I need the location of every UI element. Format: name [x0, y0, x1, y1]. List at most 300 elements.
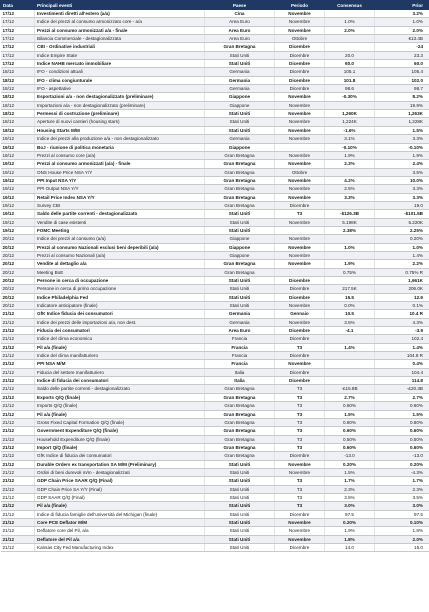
cell-period: Dicembre — [275, 43, 325, 51]
cell-date: 21/12 — [1, 535, 35, 543]
cell-period — [275, 268, 325, 276]
table-row — [1, 377, 429, 385]
cell-prior: 10.4 R — [375, 310, 429, 318]
cell-date: 17/12 — [1, 35, 35, 43]
cell-event: Core PCE Deflator M/M — [35, 518, 205, 526]
cell-period: Novembre — [275, 460, 325, 468]
cell-date: 21/12 — [1, 335, 35, 343]
cell-event: Pil a/a (finale) — [35, 410, 205, 418]
cell-date: 19/12 — [1, 168, 35, 176]
cell-date: 19/12 — [1, 135, 35, 143]
cell-country: Stati Uniti — [205, 485, 275, 493]
cell-country: Giappone — [205, 93, 275, 101]
cell-prior: 12.9 — [375, 293, 429, 301]
cell-date: 21/12 — [1, 435, 35, 443]
cell-date: 21/12 — [1, 468, 35, 476]
cell-country: Stati Uniti — [205, 477, 275, 485]
cell-prior: 0.10% — [375, 518, 429, 526]
cell-country: Stati Uniti — [205, 535, 275, 543]
cell-date: 19/12 — [1, 201, 35, 209]
cell-country: Gran Bretagna — [205, 193, 275, 201]
cell-event: Indice del clima manifatturiero — [35, 352, 205, 360]
cell-consensus: 1.0% — [325, 18, 375, 26]
cell-consensus: 1.7% — [325, 477, 375, 485]
cell-prior: 0.75% R — [375, 268, 429, 276]
cell-consensus — [325, 10, 375, 18]
table-row — [1, 443, 429, 451]
cell-country: Area Euro — [205, 18, 275, 26]
cell-country: Stati Uniti — [205, 110, 275, 118]
cell-date: 18/12 — [1, 118, 35, 126]
table-row — [1, 352, 429, 360]
cell-consensus: 1,260K — [325, 110, 375, 118]
cell-event: GfK Indice di fiducia dei consumatori — [35, 452, 205, 460]
cell-period: Novembre — [275, 302, 325, 310]
cell-country: Italia — [205, 368, 275, 376]
cell-consensus — [325, 235, 375, 243]
cell-prior: 97.5 — [375, 510, 429, 518]
cell-period: Novembre — [275, 193, 325, 201]
cell-date: 17/12 — [1, 26, 35, 34]
cell-date: 19/12 — [1, 160, 35, 168]
cell-consensus: 0.60% — [325, 443, 375, 451]
table-row — [1, 218, 429, 226]
cell-date: 21/12 — [1, 343, 35, 351]
cell-date: 21/12 — [1, 385, 35, 393]
cell-event: Indice dei prezzi delle importazioni a/a, non dest. — [35, 318, 205, 326]
cell-date: 18/12 — [1, 110, 35, 118]
cell-consensus — [325, 277, 375, 285]
table-row — [1, 68, 429, 76]
cell-event: Fiducia del settore manifatturiero — [35, 368, 205, 376]
cell-date: 21/12 — [1, 443, 35, 451]
cell-date: 18/12 — [1, 85, 35, 93]
cell-period: Novembre — [275, 126, 325, 134]
cell-prior: 0.50% — [375, 435, 429, 443]
cell-date: 18/12 — [1, 68, 35, 76]
cell-prior: 206.0K — [375, 285, 429, 293]
cell-consensus: 101.8 — [325, 76, 375, 84]
cell-prior: €13.4B — [375, 35, 429, 43]
table-row — [1, 118, 429, 126]
table-row — [1, 293, 429, 301]
cell-country: Stati Uniti — [205, 60, 275, 68]
cell-consensus: 20.0 — [325, 51, 375, 59]
cell-date: 19/12 — [1, 143, 35, 151]
cell-event: BoJ - riunione di politica monetaria — [35, 143, 205, 151]
table-row — [1, 93, 429, 101]
cell-event: Persone in cerca di occupazione — [35, 277, 205, 285]
cell-period: Dicembre — [275, 60, 325, 68]
cell-period: T3 — [275, 385, 325, 393]
cell-event: Housing Starts M/M — [35, 126, 205, 134]
cell-date: 21/12 — [1, 460, 35, 468]
cell-prior: 8.2% — [375, 93, 429, 101]
cell-date: 21/12 — [1, 377, 35, 385]
table-row — [1, 85, 429, 93]
table-row — [1, 477, 429, 485]
cell-event: Vendite di case esistenti — [35, 218, 205, 226]
cell-period: Ottobre — [275, 168, 325, 176]
cell-consensus: 1.4% — [325, 343, 375, 351]
table-row — [1, 193, 429, 201]
table-body — [1, 10, 429, 552]
cell-date: 21/12 — [1, 527, 35, 535]
cell-consensus: 3.5% — [325, 493, 375, 501]
cell-country: Gran Bretagna — [205, 185, 275, 193]
cell-event: Exports Q/Q (finale) — [35, 393, 205, 401]
cell-event: Prezzi al consumo Nazionali (a/a) — [35, 251, 205, 259]
cell-date: 19/12 — [1, 185, 35, 193]
cell-consensus: 1.0% — [325, 243, 375, 251]
cell-period: Novembre — [275, 318, 325, 326]
cell-period: Dicembre — [275, 335, 325, 343]
cell-country: Stati Uniti — [205, 460, 275, 468]
cell-consensus: 1.5% — [325, 468, 375, 476]
cell-period: Novembre — [275, 360, 325, 368]
cell-period: Novembre — [275, 235, 325, 243]
cell-country: Stati Uniti — [205, 468, 275, 476]
cell-prior: 1.8% — [375, 527, 429, 535]
cell-prior: 4.3% — [375, 318, 429, 326]
cell-country: Stati Uniti — [205, 285, 275, 293]
cell-consensus — [325, 35, 375, 43]
cell-consensus: 5.198K — [325, 218, 375, 226]
cell-country: Germania — [205, 68, 275, 76]
table-row — [1, 460, 429, 468]
cell-country: Giappone — [205, 235, 275, 243]
cell-prior: -13.0 — [375, 452, 429, 460]
cell-event: PPI NSA M/M — [35, 360, 205, 368]
table-row — [1, 43, 429, 51]
cell-consensus: 1.9% — [325, 151, 375, 159]
cell-event: Permessi di costruzione (preliminare) — [35, 110, 205, 118]
cell-consensus: 105.1 — [325, 68, 375, 76]
cell-date: 19/12 — [1, 226, 35, 234]
cell-consensus: 2.3% — [325, 485, 375, 493]
cell-period: T3 — [275, 443, 325, 451]
cell-prior: 0.60% — [375, 402, 429, 410]
cell-country: Gran Bretagna — [205, 268, 275, 276]
cell-prior: 1.5% — [375, 410, 429, 418]
cell-country: Francia — [205, 360, 275, 368]
cell-period: Ottobre — [275, 35, 325, 43]
table-row — [1, 251, 429, 259]
cell-date: 17/12 — [1, 43, 35, 51]
cell-consensus: 2.38% — [325, 226, 375, 234]
cell-date: 21/12 — [1, 518, 35, 526]
cell-date: 20/12 — [1, 277, 35, 285]
cell-event: Saldo delle partite correnti - destagionalizzato — [35, 385, 205, 393]
cell-prior: 0.20% — [375, 460, 429, 468]
cell-country: Gran Bretagna — [205, 410, 275, 418]
cell-event: Vendite al dettaglio a/a — [35, 260, 205, 268]
cell-prior: 0.1% — [375, 302, 429, 310]
cell-country: Giappone — [205, 243, 275, 251]
cell-period: Dicembre — [275, 51, 325, 59]
cell-country: Giappone — [205, 251, 275, 259]
table-row — [1, 226, 429, 234]
table-row — [1, 110, 429, 118]
cell-consensus: 0.50% — [325, 435, 375, 443]
cell-period: Dicembre — [275, 368, 325, 376]
cell-country: Cina — [205, 10, 275, 18]
cell-prior: 10.0% — [375, 176, 429, 184]
cell-prior: -0.10% — [375, 143, 429, 151]
cell-country: Stati Uniti — [205, 218, 275, 226]
cell-country: Gran Bretagna — [205, 418, 275, 426]
cell-event: Indice Philadelphia Fed — [35, 293, 205, 301]
cell-date: 20/12 — [1, 268, 35, 276]
cell-period: Dicembre — [275, 327, 325, 335]
cell-date: 17/12 — [1, 51, 35, 59]
cell-period: Novembre — [275, 185, 325, 193]
cell-event: Saldo delle partite correnti - destagionalizzato — [35, 210, 205, 218]
cell-period: Dicembre — [275, 452, 325, 460]
cell-country: Stati Uniti — [205, 502, 275, 510]
cell-consensus — [325, 368, 375, 376]
cell-period: T3 — [275, 502, 325, 510]
cell-country: Stati Uniti — [205, 510, 275, 518]
cell-consensus: 0.60% — [325, 427, 375, 435]
table-row — [1, 168, 429, 176]
cell-country: Germania — [205, 310, 275, 318]
cell-country: Francia — [205, 352, 275, 360]
cell-consensus: 2.7% — [325, 393, 375, 401]
cell-country: Germania — [205, 318, 275, 326]
cell-consensus — [325, 43, 375, 51]
cell-prior: 104.8 R — [375, 352, 429, 360]
cell-date: 21/12 — [1, 544, 35, 552]
cell-country: Area Euro — [205, 35, 275, 43]
cell-date: 19/12 — [1, 218, 35, 226]
table-row — [1, 176, 429, 184]
cell-period: T3 — [275, 418, 325, 426]
cell-period: Dicembre — [275, 352, 325, 360]
cell-date: 17/12 — [1, 60, 35, 68]
cell-consensus: 15.5 — [325, 293, 375, 301]
cell-prior: 1.0% — [375, 18, 429, 26]
cell-period: T3 — [275, 435, 325, 443]
cell-event: IFO - aspettative — [35, 85, 205, 93]
cell-consensus: 2.3% — [325, 160, 375, 168]
cell-date: 19/12 — [1, 210, 35, 218]
cell-date: 21/12 — [1, 318, 35, 326]
cell-consensus: 1.9% — [325, 527, 375, 535]
cell-consensus: 0.20% — [325, 460, 375, 468]
cell-period: Dicembre — [275, 277, 325, 285]
cell-event: Indice del clima economico — [35, 335, 205, 343]
cell-prior: 1.9% — [375, 151, 429, 159]
cell-period: Novembre — [275, 527, 325, 535]
table-row — [1, 544, 429, 552]
cell-date: 21/12 — [1, 452, 35, 460]
cell-consensus: 0.75% — [325, 268, 375, 276]
table-row — [1, 327, 429, 335]
cell-event: Durable Orders ex transportation SA M/M (Preliminary) — [35, 460, 205, 468]
cell-date: 18/12 — [1, 101, 35, 109]
cell-prior: 0.80% — [375, 418, 429, 426]
header-period: Periodo — [275, 1, 325, 10]
cell-event: Meeting BoE — [35, 268, 205, 276]
cell-prior: -24 — [375, 43, 429, 51]
cell-country: Giappone — [205, 101, 275, 109]
cell-prior: 1.4% — [375, 251, 429, 259]
table-row — [1, 418, 429, 426]
cell-period: Novembre — [275, 135, 325, 143]
table-row — [1, 10, 429, 18]
cell-consensus: 4.2% — [325, 176, 375, 184]
cell-date: 21/12 — [1, 352, 35, 360]
cell-consensus — [325, 360, 375, 368]
cell-prior: 3.5% — [375, 168, 429, 176]
cell-consensus — [325, 251, 375, 259]
cell-country: Stati Uniti — [205, 51, 275, 59]
cell-consensus: 1.8% — [325, 535, 375, 543]
table-row — [1, 452, 429, 460]
cell-date: 20/12 — [1, 260, 35, 268]
cell-event: Ordini di beni durevoli m/m - destagionalizzati — [35, 468, 205, 476]
cell-prior: 5.220K — [375, 218, 429, 226]
cell-event: IFO - clima congiunturale — [35, 76, 205, 84]
cell-country: Gran Bretagna — [205, 260, 275, 268]
table-row — [1, 393, 429, 401]
cell-prior: 1.7% — [375, 477, 429, 485]
cell-period: Novembre — [275, 160, 325, 168]
cell-country: Gran Bretagna — [205, 402, 275, 410]
cell-period: Novembre — [275, 218, 325, 226]
cell-consensus — [325, 168, 375, 176]
cell-date: 20/12 — [1, 302, 35, 310]
header-date: Data — [1, 1, 35, 10]
cell-date: 21/12 — [1, 410, 35, 418]
table-row — [1, 201, 429, 209]
cell-date: 20/12 — [1, 285, 35, 293]
cell-country: Gran Bretagna — [205, 160, 275, 168]
cell-consensus: 60.0 — [325, 60, 375, 68]
cell-period — [275, 143, 325, 151]
cell-period: Dicembre — [275, 285, 325, 293]
table-row — [1, 402, 429, 410]
cell-prior: 104.4 — [375, 368, 429, 376]
cell-country: Stati Uniti — [205, 302, 275, 310]
cell-prior: 60.0 — [375, 60, 429, 68]
cell-consensus: 0.0% — [325, 302, 375, 310]
cell-period: T3 — [275, 402, 325, 410]
cell-consensus: 1,224K — [325, 118, 375, 126]
cell-consensus: 98.6 — [325, 85, 375, 93]
cell-prior: 1,661K — [375, 277, 429, 285]
table-row — [1, 185, 429, 193]
table-row — [1, 35, 429, 43]
cell-event: Prezzi al consumo armonizzati (a/a) - finale — [35, 160, 205, 168]
table-row — [1, 135, 429, 143]
table-row — [1, 485, 429, 493]
cell-period: Novembre — [275, 118, 325, 126]
cell-event: Survey CBI — [35, 201, 205, 209]
table-row — [1, 493, 429, 501]
table-row — [1, 527, 429, 535]
cell-period: T3 — [275, 393, 325, 401]
cell-date: 21/12 — [1, 402, 35, 410]
cell-prior: -$101.5B — [375, 210, 429, 218]
cell-prior: 0.60% — [375, 443, 429, 451]
cell-event: Indice di fiducia famiglie dell'università del Michigan (finale) — [35, 510, 205, 518]
cell-date: 20/12 — [1, 235, 35, 243]
cell-event: Indice di fiducia dei consumatori — [35, 377, 205, 385]
cell-event: Government Expenditure Q/Q (finale) — [35, 427, 205, 435]
cell-prior: 1.4% — [375, 343, 429, 351]
cell-consensus: -4.1 — [325, 327, 375, 335]
cell-event: Gross Fixed Capital Formation Q/Q (finale) — [35, 418, 205, 426]
table-header-row — [1, 1, 429, 10]
cell-event: Aperture di nuovi cantieri (housing stars) — [35, 118, 205, 126]
cell-country: Stati Uniti — [205, 277, 275, 285]
cell-consensus: 1.9% — [325, 260, 375, 268]
cell-consensus — [325, 201, 375, 209]
table-row — [1, 26, 429, 34]
cell-date: 21/12 — [1, 477, 35, 485]
cell-consensus: 1.5% — [325, 410, 375, 418]
cell-country: Stati Uniti — [205, 126, 275, 134]
cell-prior: 3.3% — [375, 193, 429, 201]
cell-consensus: -£15.8B — [325, 385, 375, 393]
table-row — [1, 76, 429, 84]
header-prior: Prior — [375, 1, 429, 10]
cell-consensus: -13.0 — [325, 452, 375, 460]
cell-country: Germania — [205, 85, 275, 93]
cell-event: Prezzi al consumo core (a/a) — [35, 151, 205, 159]
header-country: Paese — [205, 1, 275, 10]
cell-period: Gennaio — [275, 310, 325, 318]
cell-event: Import Q/Q (finale) — [35, 443, 205, 451]
cell-country: Stati Uniti — [205, 210, 275, 218]
cell-event: Importazioni a/a - non destagionalizzato (preliminare) — [35, 101, 205, 109]
cell-consensus: 0.80% — [325, 418, 375, 426]
cell-prior: 2.4% — [375, 160, 429, 168]
cell-country: Gran Bretagna — [205, 452, 275, 460]
cell-consensus: 2.0% — [325, 26, 375, 34]
cell-prior: 102.4 — [375, 335, 429, 343]
cell-prior: 1.5% — [375, 126, 429, 134]
cell-prior: 2.0% — [375, 535, 429, 543]
table-row — [1, 285, 429, 293]
cell-consensus: 97.5 — [325, 510, 375, 518]
cell-period: Dicembre — [275, 76, 325, 84]
cell-country: Stati Uniti — [205, 293, 275, 301]
cell-prior: 102.0 — [375, 76, 429, 84]
cell-consensus: 2.5% — [325, 185, 375, 193]
cell-date: 20/12 — [1, 251, 35, 259]
cell-event: IFO - condizioni attuali — [35, 68, 205, 76]
cell-country: Area Euro — [205, 26, 275, 34]
cell-prior: 19.9% — [375, 101, 429, 109]
cell-event: GDP Chain Price SA Y/Y (Final) — [35, 485, 205, 493]
cell-period: Novembre — [275, 18, 325, 26]
table-row — [1, 151, 429, 159]
cell-country: Gran Bretagna — [205, 393, 275, 401]
cell-consensus — [325, 335, 375, 343]
cell-period: Novembre — [275, 243, 325, 251]
cell-date: 19/12 — [1, 176, 35, 184]
cell-consensus: -0.10% — [325, 143, 375, 151]
cell-period: Dicembre — [275, 377, 325, 385]
table-row — [1, 335, 429, 343]
table-row — [1, 60, 429, 68]
table-row — [1, 260, 429, 268]
header-consensus: Consensus — [325, 1, 375, 10]
cell-period: Novembre — [275, 518, 325, 526]
